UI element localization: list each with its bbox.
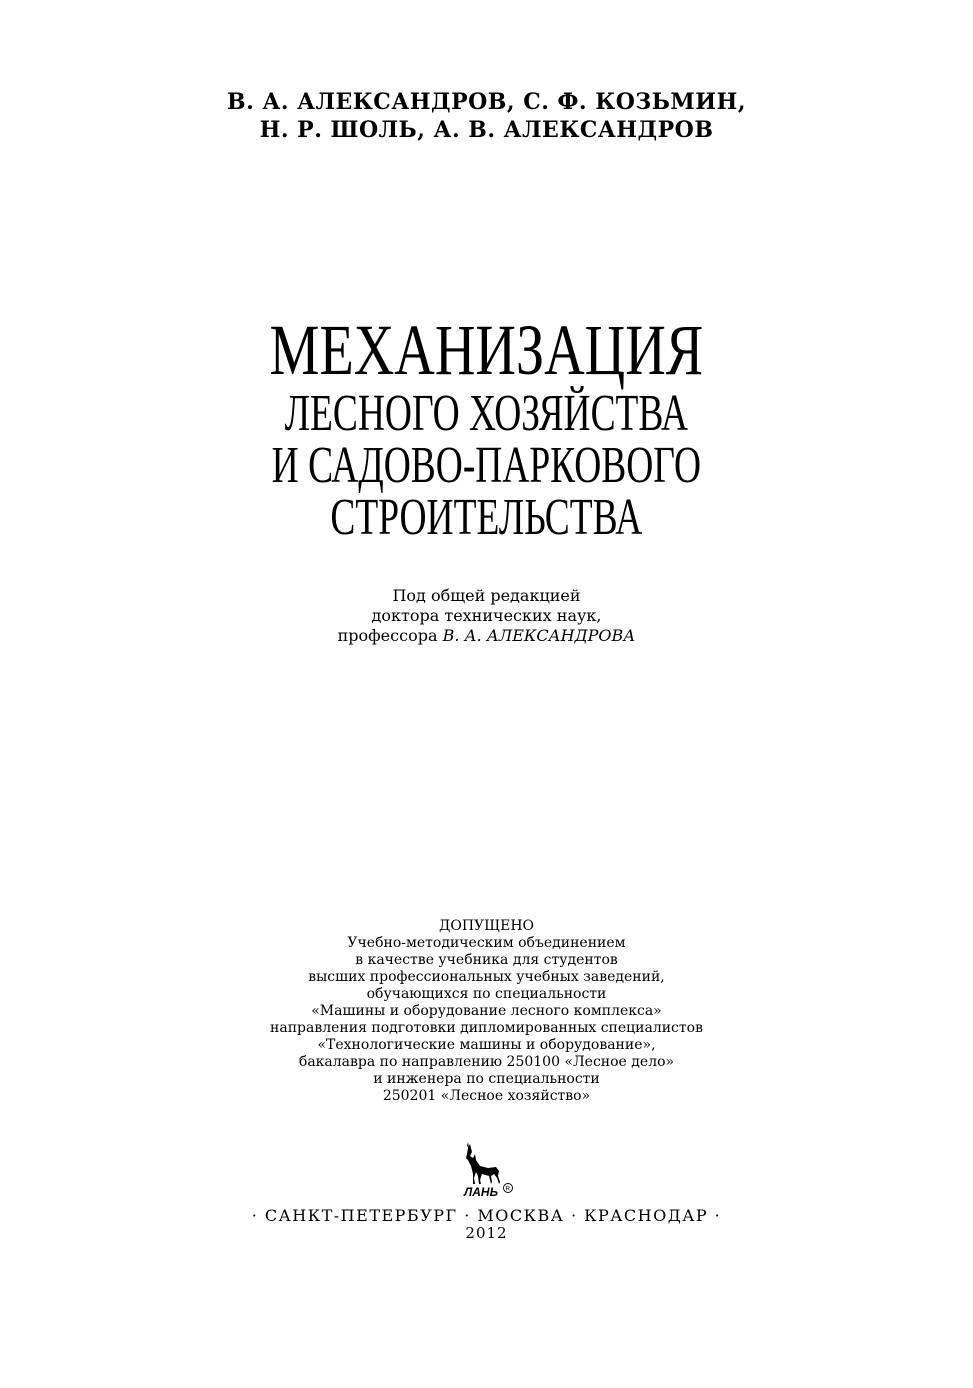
approval-line: «Технологические машины и оборудование», bbox=[317, 1037, 656, 1053]
publisher-cities: · САНКТ-ПЕТЕРБУРГ · МОСКВА · КРАСНОДАР · bbox=[251, 1206, 722, 1225]
approval-stamp bbox=[0, 918, 973, 1105]
publisher-logo-text: ЛАНЬ bbox=[464, 1185, 499, 1199]
publisher-logo-doe-icon bbox=[458, 1140, 518, 1200]
approval-line: бакалавра по направлению 250100 «Лесное дело» bbox=[298, 1054, 675, 1070]
book-title-subtitle bbox=[136, 385, 837, 546]
book-title-line-2: ЛЕСНОГО ХОЗЯЙСТВА bbox=[284, 385, 689, 442]
authors-line-1: В. А. АЛЕКСАНДРОВ, С. Ф. КОЗЬМИН, bbox=[227, 89, 746, 115]
editor-name: В. А. АЛЕКСАНДРОВА bbox=[442, 626, 636, 645]
svg-text:R: R bbox=[505, 1186, 510, 1193]
editor-line-2: доктора технических наук, bbox=[371, 606, 602, 625]
approval-line: и инженера по специальности bbox=[373, 1071, 600, 1087]
approval-line: высших профессиональных учебных заведений, bbox=[308, 969, 665, 985]
approval-line: «Машины и оборудование лесного комплекса» bbox=[311, 1003, 662, 1019]
editor-prefix: профессора bbox=[337, 626, 443, 645]
approval-line: 250201 «Лесное хозяйство» bbox=[382, 1088, 591, 1104]
book-title-line-4: СТРОИТЕЛЬСТВА bbox=[330, 489, 643, 546]
book-title-main: МЕХАНИЗАЦИЯ bbox=[269, 310, 704, 390]
approval-line: обучающихся по специальности bbox=[366, 986, 607, 1002]
publication-year: 2012 bbox=[465, 1224, 508, 1242]
editor-line-3 bbox=[0, 626, 973, 646]
book-title-line-3: И САДОВО-ПАРКОВОГО bbox=[271, 437, 702, 494]
approval-line: в качестве учебника для студентов bbox=[355, 952, 618, 968]
approval-line: ДОПУЩЕНО bbox=[438, 918, 535, 934]
approval-line: направления подготовки дипломированных специалистов bbox=[270, 1020, 703, 1036]
authors bbox=[0, 88, 973, 144]
approval-line: Учебно-методическим объединением bbox=[347, 935, 626, 951]
authors-line-2: Н. Р. ШОЛЬ, А. В. АЛЕКСАНДРОВ bbox=[259, 117, 714, 143]
editor-info bbox=[0, 586, 973, 646]
editor-line-1: Под общей редакцией bbox=[392, 586, 581, 605]
